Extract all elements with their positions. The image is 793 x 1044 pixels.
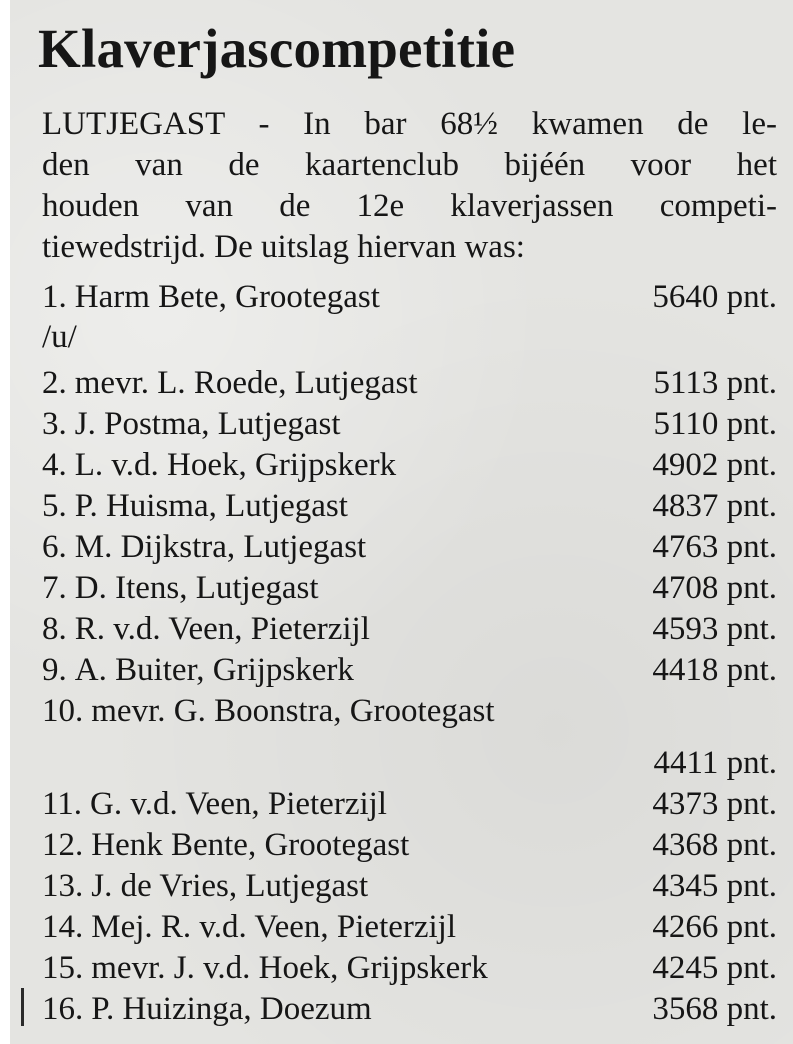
result-rank: 13. <box>42 868 84 904</box>
result-points: 5113 pnt. <box>653 365 777 401</box>
result-rank: 14. <box>42 909 84 945</box>
column-rule <box>21 988 24 1026</box>
result-points: 4373 pnt. <box>652 786 777 822</box>
result-row <box>42 362 777 404</box>
result-points: 3568 pnt. <box>652 991 777 1027</box>
result-points: 4593 pnt. <box>652 611 777 647</box>
result-rank: 6. <box>42 529 67 565</box>
result-row <box>42 742 777 784</box>
result-name: Harm Bete, Grootegast <box>74 279 380 315</box>
result-points: 4266 pnt. <box>652 909 777 945</box>
result-row <box>42 567 777 609</box>
result-rank: 11. <box>42 786 83 822</box>
page-edge <box>0 0 10 1044</box>
result-row <box>42 865 777 907</box>
result-row <box>42 649 777 691</box>
intro-line: den van de kaartenclub bijéén voor het <box>42 147 777 183</box>
result-row <box>42 526 777 568</box>
result-points: 4418 pnt. <box>652 652 777 688</box>
article-intro <box>42 104 777 268</box>
result-rank: 10. <box>42 693 84 729</box>
result-name: mevr. J. v.d. Hoek, Grijpskerk <box>91 950 488 986</box>
result-name: mevr. G. Boonstra, Grootegast <box>91 693 495 729</box>
result-name: P. Huisma, Lutjegast <box>74 488 348 524</box>
result-points: 4245 pnt. <box>652 950 777 986</box>
result-row <box>42 276 777 318</box>
result-rank: 15. <box>42 950 84 986</box>
result-row <box>42 444 777 486</box>
result-points: 5640 pnt. <box>652 279 777 315</box>
result-rank: 7. <box>42 570 67 606</box>
result-points: 4345 pnt. <box>652 868 777 904</box>
result-name: R. v.d. Veen, Pieterzijl <box>74 611 370 647</box>
result-row <box>42 403 777 445</box>
intro-line: LUTJEGAST - In bar 68½ kwamen de le- <box>42 106 777 142</box>
result-points: 4708 pnt. <box>652 570 777 606</box>
article-title: Klaverjascompetitie <box>38 18 516 79</box>
result-name: D. Itens, Lutjegast <box>74 570 319 606</box>
result-row <box>42 824 777 866</box>
result-rank: 9. <box>42 652 67 688</box>
result-row <box>42 608 777 650</box>
result-name: mevr. L. Roede, Lutjegast <box>74 365 418 401</box>
result-rank: 2. <box>42 365 67 401</box>
result-row <box>42 316 777 358</box>
result-points: 4368 pnt. <box>652 827 777 863</box>
result-row <box>42 783 777 825</box>
result-rank: 5. <box>42 488 67 524</box>
result-name: P. Huizinga, Doezum <box>91 991 372 1027</box>
result-points: 4902 pnt. <box>652 447 777 483</box>
result-points: 4837 pnt. <box>652 488 777 524</box>
result-name: /u/ <box>42 319 77 355</box>
result-name: Mej. R. v.d. Veen, Pieterzijl <box>91 909 457 945</box>
result-name: Henk Bente, Grootegast <box>91 827 410 863</box>
result-row <box>42 485 777 527</box>
result-rank: 4. <box>42 447 67 483</box>
result-points: 4763 pnt. <box>652 529 777 565</box>
result-row <box>42 906 777 948</box>
result-name: M. Dijkstra, Lutjegast <box>74 529 367 565</box>
intro-line: tiewedstrijd. De uitslag hiervan was: <box>42 229 525 265</box>
result-rank: 12. <box>42 827 84 863</box>
intro-line: houden van de 12e klaverjassen competi- <box>42 188 777 224</box>
result-name: G. v.d. Veen, Pieterzijl <box>90 786 387 822</box>
result-name: A. Buiter, Grijpskerk <box>74 652 354 688</box>
result-rank: 16. <box>42 991 84 1027</box>
result-points: 4411 pnt. <box>653 745 777 781</box>
result-name: J. de Vries, Lutjegast <box>91 868 369 904</box>
result-name: J. Postma, Lutjegast <box>74 406 341 442</box>
result-row <box>42 690 777 732</box>
result-row <box>42 988 777 1030</box>
result-rank: 1. <box>42 279 67 315</box>
result-rank: 8. <box>42 611 67 647</box>
result-name: L. v.d. Hoek, Grijpskerk <box>74 447 397 483</box>
result-points: 5110 pnt. <box>653 406 777 442</box>
result-rank: 3. <box>42 406 67 442</box>
result-row <box>42 947 777 989</box>
